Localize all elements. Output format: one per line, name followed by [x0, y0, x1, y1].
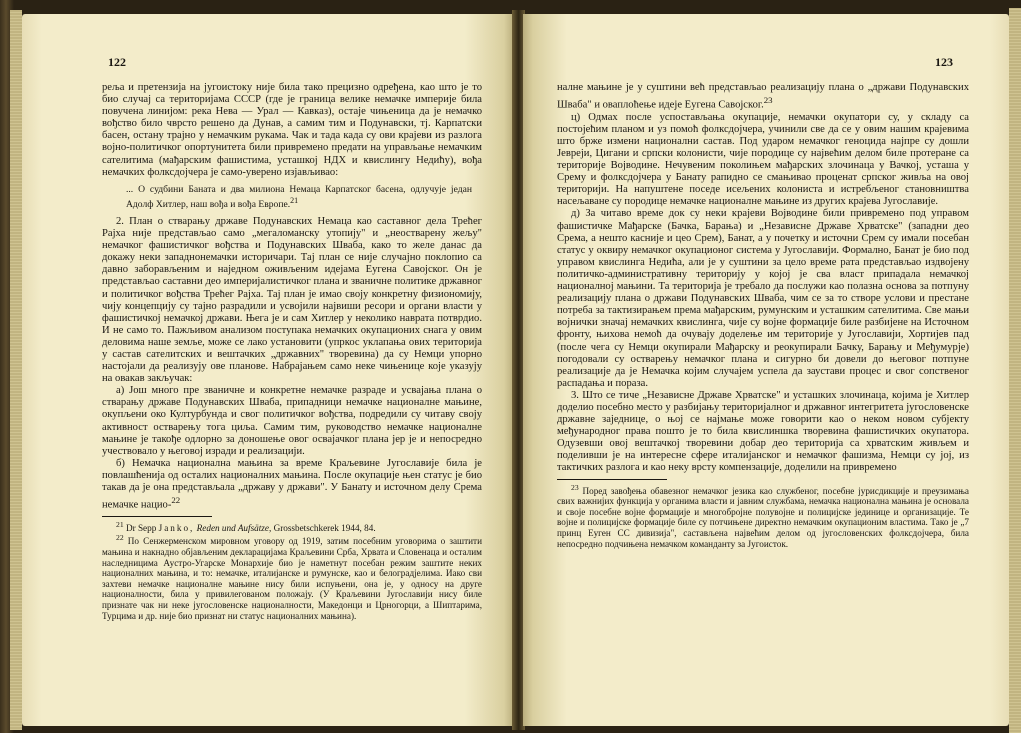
footnote-marker: 21	[116, 519, 124, 529]
footnote-ref: 23	[763, 95, 773, 106]
footnote-author: Janko,	[158, 522, 195, 533]
paragraph: а) Још много пре званичне и конкретне немачке разраде и усвајања плана о стварању државе Подунавских Шваба, припадници немачке националне мањине, окупљени око Културбунда и свог политичког вођства, подредили су читаву своју активност остварењу тога циља. Самим тим, руководство немачке националне мањине је такође одлорно за доношење овог освајачког плана јер је и непосредно учествовало у његовој изради и реализацији.	[102, 385, 482, 457]
paragraph-text: налне мањине је у суштини већ представљао реализацију плана о „држави Подунавских Шваба" и оваплоћење идеје Еугена Савојског.	[557, 82, 969, 111]
quote-text: ... О судбини Баната и два милиона Немаца Карпатског басена, одлучује један Адолф Хитлер, наш вођа и вођа Европе.	[126, 183, 472, 210]
footnote-divider	[102, 516, 212, 517]
footnote	[557, 483, 969, 550]
footnote-text: Поред завођења обавезног немачког језика као службеног, посебне јурисдикције и преузимања свих важнијих функција у органима власти и јавним службама, немачка национална мањина је основала и своје посебне војне формације и многобројне полувојне и полицијске јединице и организације. Те војне и полицијске формације биле су потчињене директно немачким окупационим властима. Тако је „7 принц Еуген СС дивизија", састављена највећим делом од југословенских фолксдојчера, била непосредно подчињена немачком команданту за Југоисток.	[557, 485, 970, 549]
footnote-marker: 23	[571, 482, 579, 492]
footnote-ref: 22	[171, 495, 181, 506]
paragraph: реља и претензија на југоистоку није била тако прецизно одређена, као што је то био случај са територијама СССР (где је граница велике немачке империје била повучена линијом: река Нева — Урал — Кавказ), остаје чињеница да је немачко вођство било чврсто решено да Дунав, а самим тим и Подунавски, тј. Карпатски басен, остану трајно у немачким рукама. Чак и тада када су ови крајеви из разлога војно-политичког опортунитета били привремено предати на управљање немачким сателитима (мађарским фашистима, усташкој НДХ и квислингу Недићу), вођа немачких фолксдојчера је само-уверено изјављивао:	[102, 82, 482, 178]
footnote	[102, 533, 482, 621]
page-edges-right	[1009, 8, 1021, 733]
footnote	[102, 520, 482, 534]
right-page-text	[557, 82, 969, 549]
paragraph: 3. Што се тиче „Независне Државе Хрватске" и усташких злочинаца, којима је Хитлер доделио посебно место у разбијању територијалног и државног интегритета југословенске државне заједнице, о њој се најмање може говорити као о неком новом субјекту међународног права пошто је то била квислиншка творевина фашистичких окупатора. Одузевши овој вештачкој творевини добар део територија са хрватским живљем и поделивши је на интересне сфере италијанског и немачког фашизма, Немци су јој, из тактичких разлога и као неку врсту компензације, доделили на привремено	[557, 389, 969, 474]
left-page-text	[102, 82, 482, 621]
footnote-author-prefix: Dr Sepp	[125, 522, 157, 533]
block-quote	[126, 184, 472, 210]
footnote-title: Reden und Aufsätze,	[196, 522, 272, 533]
left-page	[22, 14, 514, 726]
footnote-divider	[557, 479, 667, 480]
paragraph	[102, 458, 482, 512]
page-edges-left	[10, 10, 22, 730]
page-number-right: 123	[935, 55, 953, 69]
footnote-marker: 22	[116, 533, 124, 543]
paragraph: ц) Одмах после успостављања окупације, немачки окупатори су, у складу са постојећим планом и уз помоћ фолксдојчера, учинили све да се у овим нашим крајевима што брже измени национални састав. Под ударом немачког геноцида најпре су дошли Јевреји, Цигани и српски колонисти, чије породице су највећим делом биле протеране са територије Војводине. Нечувеним поколињем мађарских злочинаца у Вачкој, усташа у Срему и фолксдојчера у Банату рапидно се смањивао проценат српског живља на овој територији. На напуштене поседе исељених колониста и истребљеног становништва насељаване су породице немачке националне мањине из других крајева Југославије.	[557, 111, 969, 208]
paragraph	[557, 82, 969, 112]
right-page	[523, 14, 1009, 726]
paragraph: д) За читаво време док су неки крајеви Војводине били привремено под управом фашистичке Мађарске (Бачка, Барања) и „Независне Државе Хрватске" (западни део Срема, а нешто касније и цео Срем), Банат, а у почетку и источни Срем су имали посебан статус у оквиру немачког окупационог система у Југославији. Формално, Банат је био под управом квислинга Недића, али је у суштини за цело време рата представљао издвојену политичко-административну територију у којој је сва власт припадала немачкој националној мањини. Та територија је требало да послужи као полазна основа за потпуну реализацију плана о држави Подунавских Шваба, чим се за то створе услови и престане потреба за тактизирањем према мађарским, румунским и усташким сателитима. Све мањи војнички значај немачких квислинга, чије су војне формације биле разбијене на Источном фронту, њихова немоћ да очувају доделење им територије у Југославији, Хортијев пад (после чега су Немци окупирали Мађарску и реокупирали Бачку, Барању и Међумурје) погодовали су остварењу немачког плана и сигурно би довели до његовог потпуне реализације да је Немачка којим случајем успела да заустави процес и свог сопственог распадања и пораза.	[557, 208, 969, 389]
footnote-rest: Grossbetschkerek 1944, 84.	[273, 522, 376, 533]
page-number-left: 122	[108, 55, 126, 69]
footnote-ref: 21	[290, 195, 299, 205]
footnote-text: По Сенжерменском мировном уговору од 1919, затим посебним уговорима о заштити мањина и накнадно објављеним декларацијама Краљевини Срба, Хрвата и Словенаца и осталим наследницима Аустро-Угарске Монархије био је наметнут посебан режим заштите неких националних мањина, и то: немачке, италијанске и румунске, као и белоградјелима. Иако сви захтеви немачке националне мањине нису били испуњени, она је, у односу на друге националности, била у привилегованом положају. (У Краљевини Југославији нису биле признате чак ни неке југословенске националности, Македонци и Црногорци, а Шиптарима, Турцима и др. није био признат ни статус националних мањина).	[102, 536, 482, 621]
paragraph-text: б) Немачка национална мањина за време Краљевине Југославије била је повлашћенија од осталих националних мањина. После окупације њен статус је био такав да је она представљала „државу у држави". У Банату и источном делу Срема немачке нацио-	[102, 457, 482, 511]
paragraph: 2. План о стварању државе Подунавских Немаца као саставног дела Трећег Рајха није представљао само „мегаломанску утопију" и „неостварену жељу" немачког фашистичког вођства и Подунавских Шваба, како то желе данас да докажу неки западнонемачки историчари. Тај план се није случајно поклопио са давно заборављеним и наједном оживљеним идејама Еугена Савојског. Он је представљао саставни део империјалистичког плана и званичне политике државног и политичког вођства Трећег Рајха. Тај план је имао своју конкретну физиономију, чију концепцију су тајно разрадили и усвојили највиши ресори и органи власти у фашистичкој немачкој држави. Њега је и сам Хитлер у неколико наврата потврдио. И не само то. Пажљивом анализом поступака немачких окупационих снага у овим деловима наше земље, може се лако установити (упркос уклапања ових територија у састав сателитских и вештачких „државних" творевина) да су Немци упорно настојали да реализују ове планове. Набрајањем само неке чињенице које указују на овакав закључак:	[102, 215, 482, 385]
